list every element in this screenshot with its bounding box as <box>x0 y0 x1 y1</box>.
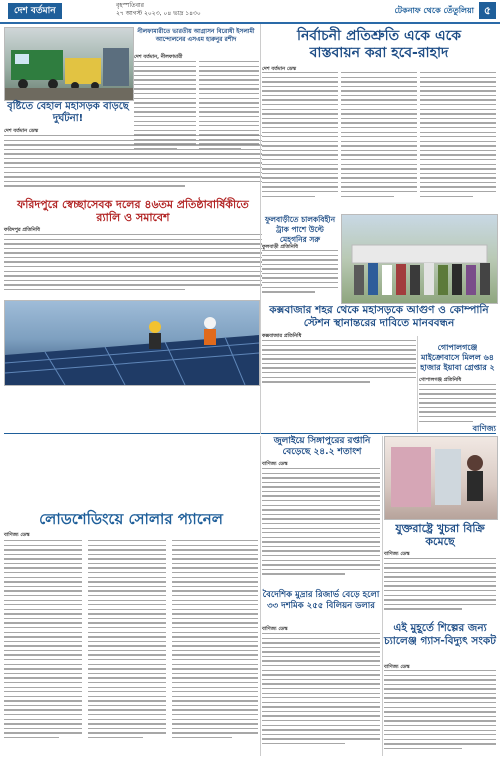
us-retail-body <box>384 558 496 618</box>
retail-photo-illustration <box>385 437 497 519</box>
us-retail-headline: যুক্তরাষ্ট্রে খুচরা বিক্রি কমেছে <box>395 522 485 548</box>
page-number: ৫ <box>479 2 496 19</box>
ferry-headline: বৃষ্টিতে বেহাল মহাসড়ক বাড়ছে দুর্ঘটনা! <box>7 101 129 124</box>
july-byline: বাণিজ্য ডেস্ক <box>262 461 288 467</box>
july-body <box>262 468 380 586</box>
solar-body-col1 <box>4 540 82 755</box>
section-title: টেকনাফ থেকে তেঁতুলিয়া <box>394 6 474 15</box>
masthead <box>0 0 500 24</box>
reserve-byline: বাণিজ্য ডেস্ক <box>262 626 288 632</box>
main-body-col2 <box>341 72 417 212</box>
main-byline: দেশ বর্তমান ডেস্ক <box>262 66 297 72</box>
solar-headline: লোডশেডিংয়ে সোলার প্যানেল <box>39 510 223 528</box>
date-block <box>116 2 201 18</box>
protest-photo <box>341 214 498 304</box>
small-top-body-col2 <box>199 61 259 157</box>
gopalganj-body <box>419 384 496 422</box>
retail-photo <box>384 436 498 520</box>
solar-body-col2 <box>88 540 166 755</box>
main-body-col1 <box>262 72 338 212</box>
protest-photo-illustration <box>342 215 497 303</box>
protest-body-cols <box>262 340 416 384</box>
bus-byline: ফুলবাড়ী প্রতিনিধি <box>262 244 298 250</box>
main-headline-line2: বাস্তবায়ন করা হবে-রাহাদ <box>309 45 449 61</box>
road-photo-illustration <box>5 28 133 100</box>
small-top-headline: নীলফামারীতে ভারতীয় আগ্রাসন বিরোধী ইসলামী আন্দোলনের এসএম হারুনুর রশীদ <box>137 28 255 43</box>
faridpur-headline: ফরিদপুরে স্বেচ্ছাসেবক দলের ৪৬তম প্রতিষ্ঠাবার্ষিকীতে র‍্যালি ও সমাবেশ <box>17 198 249 224</box>
industry-headline: এই মুহূর্তে শিল্পের জন্য চ্যালেঞ্জ গ্যাস-বিদ্যুৎ সংকট <box>384 622 496 647</box>
column-rule <box>260 436 261 756</box>
reserve-headline: বৈদেশিক মুদ্রার রিজার্ভ বেড়ে হলো ৩৩ দশমিক ২৫৫ বিলিয়ন ডলার <box>262 590 380 611</box>
main-body-col3 <box>420 72 496 212</box>
main-headline <box>262 28 496 62</box>
section-divider <box>4 433 496 434</box>
business-section-label: বাণিজ্য <box>472 424 496 433</box>
protest-byline: কক্সবাজার প্রতিনিধি <box>262 333 302 339</box>
small-top-body-col1 <box>134 61 196 157</box>
main-headline-line1: নির্বাচনী প্রতিশ্রুতি একে একে <box>296 28 462 44</box>
gopalganj-byline: গোপালগঞ্জ প্রতিনিধি <box>419 377 462 383</box>
column-rule <box>260 24 261 434</box>
bus-body <box>262 250 338 300</box>
industry-body <box>384 670 496 755</box>
road-photo <box>4 27 134 101</box>
solar-body-col3 <box>172 540 258 755</box>
small-top-byline: দেশ বর্তমান, নীলফামারী <box>134 54 183 60</box>
ferry-byline: দেশ বর্তমান ডেস্ক <box>4 128 39 134</box>
solar-workers-illustration <box>5 301 259 385</box>
reserve-body <box>262 633 380 755</box>
industry-byline: বাণিজ্য ডেস্ক <box>384 664 410 670</box>
issue-date: ২৭ আগস্ট ২০২৩, ০৪ ভাদ্র ১৪৩০ <box>116 10 201 17</box>
column-rule <box>382 436 383 756</box>
column-rule <box>417 336 418 432</box>
protest-headline: কক্সবাজার শহর থেকে মহাসড়কে আগুণ ও কোম্পানি স্টেশন স্থানান্তরের দাবিতে মানববন্ধন <box>269 304 489 329</box>
bus-headline: ফুলবাড়ীতে চালকবিহীন ট্রাক পাশে উল্টে মেহগনির সরু <box>264 215 336 244</box>
july-headline: জুলাইয়ে সিঙ্গাপুরের রপ্তানি বেড়েছে ২৪.২ শতাংশ <box>273 436 371 457</box>
faridpur-body <box>4 234 262 296</box>
solar-workers-photo <box>4 300 260 386</box>
newspaper-logo: দেশ বর্তমান <box>8 3 62 19</box>
solar-byline: বাণিজ্য ডেস্ক <box>4 532 30 538</box>
gopalganj-headline: গোপালগঞ্জে মাইক্রোবাসে মিলল ৬৪ হাজার ইয়াবা গ্রেপ্তার ২ <box>420 343 495 372</box>
weekday: বৃহস্পতিবার <box>116 2 144 9</box>
faridpur-byline: ফরিদপুর প্রতিনিধি <box>4 227 40 233</box>
us-retail-byline: বাণিজ্য ডেস্ক <box>384 551 410 557</box>
